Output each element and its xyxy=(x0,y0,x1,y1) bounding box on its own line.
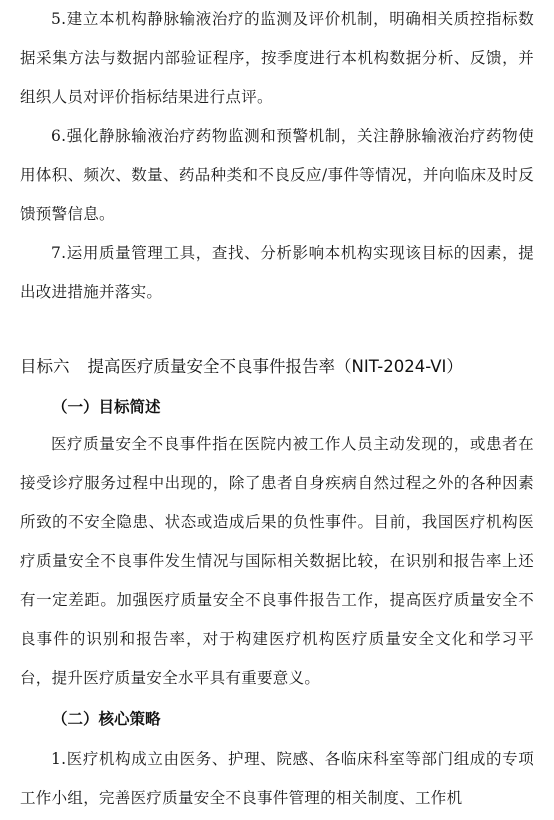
section-heading-strategy: （二）核心策略 xyxy=(52,709,161,728)
goal-number: 目标六 xyxy=(20,357,70,376)
summary-paragraph: 医疗质量安全不良事件指在医院内被工作人员主动发现的，或患者在接受诊疗服务过程中出现的，除了患者自身疾病自然过程之外的各种因素所致的不安全隐患、状态或造成后果的负性事件。目前，我国医疗机构医疗质量安全不良事件发生情况与国际相关数据比较，在识别和报告率上还有一定差距。加强医疗质量安全不良事件报告工作，提高医疗质量安全不良事件的识别和报告率，对于构建医疗机构医疗质量安全文化和学习平台，提升医疗质量安全水平具有重要意义。 xyxy=(20,435,534,687)
section-heading-summary: （一）目标简述 xyxy=(52,397,161,416)
strategy-item-5: 5.建立本机构静脉输液治疗的监测及评价机制，明确相关质控指标数据采集方法与数据内部验证程序，按季度进行本机构数据分析、反馈，并组织人员对评价指标结果进行点评。 xyxy=(20,10,534,106)
goal-title: 提高医疗质量安全不良事件报告率（NIT-2024-VI） xyxy=(87,357,463,376)
goal-heading xyxy=(20,352,534,382)
strategy-item-6: 6.强化静脉输液治疗药物监测和预警机制，关注静脉输液治疗药物使用体积、频次、数量、药品种类和不良反应/事件等情况，并向临床及时反馈预警信息。 xyxy=(20,127,534,223)
core-strategy-item-1: 1.医疗机构成立由医务、护理、院感、各临床科室等部门组成的专项工作小组，完善医疗质量安全不良事件管理的相关制度、工作机 xyxy=(20,750,534,807)
strategy-item-7: 7.运用质量管理工具，查找、分析影响本机构实现该目标的因素，提出改进措施并落实。 xyxy=(20,244,534,301)
